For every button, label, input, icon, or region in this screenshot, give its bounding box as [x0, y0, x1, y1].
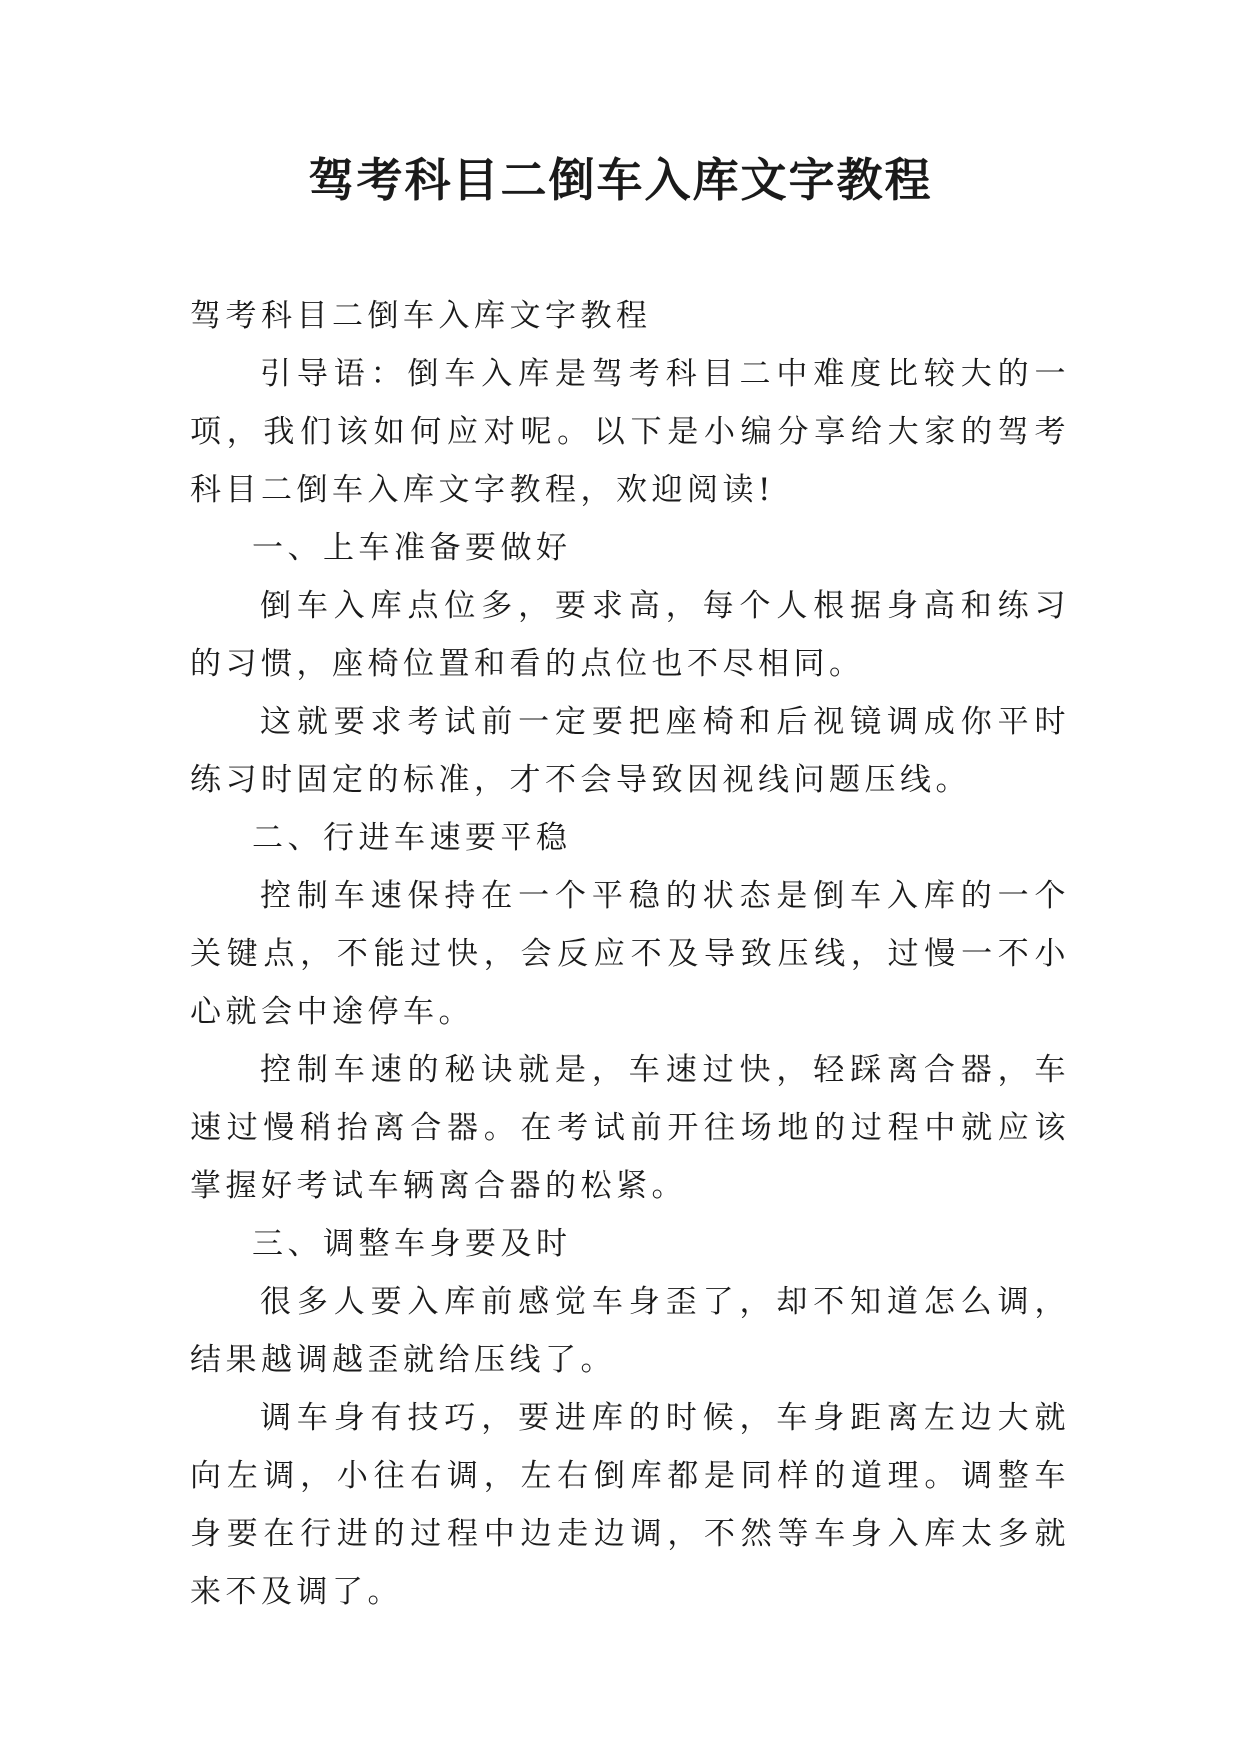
section-heading-2: 二、行进车速要平稳 [252, 820, 572, 856]
section-heading-1: 一、上车准备要做好 [252, 530, 572, 566]
document-body [190, 287, 1070, 1621]
intro-paragraph: 引导语：倒车入库是驾考科目二中难度比较大的一项，我们该如何应对呢。以下是小编分享给大家的驾考科目二倒车入库文字教程，欢迎阅读! [190, 356, 1070, 508]
section-heading-3: 三、调整车身要及时 [252, 1226, 572, 1262]
paragraph: 调车身有技巧，要进库的时候，车身距离左边大就向左调，小往右调，左右倒库都是同样的道理。调整车身要在行进的过程中边走边调，不然等车身入库太多就来不及调了。 [190, 1400, 1070, 1610]
paragraph: 倒车入库点位多，要求高，每个人根据身高和练习的习惯，座椅位置和看的点位也不尽相同。 [190, 588, 1070, 682]
paragraph: 控制车速保持在一个平稳的状态是倒车入库的一个关键点，不能过快，会反应不及导致压线，过慢一不小心就会中途停车。 [190, 878, 1070, 1030]
paragraph: 这就要求考试前一定要把座椅和后视镜调成你平时练习时固定的标准，才不会导致因视线问题压线。 [190, 704, 1070, 798]
paragraph: 控制车速的秘诀就是，车速过快，轻踩离合器，车速过慢稍抬离合器。在考试前开往场地的过程中就应该掌握好考试车辆离合器的松紧。 [190, 1052, 1070, 1204]
paragraph: 很多人要入库前感觉车身歪了，却不知道怎么调，结果越调越歪就给压线了。 [190, 1284, 1070, 1378]
body-heading: 驾考科目二倒车入库文字教程 [190, 298, 652, 334]
document-title: 驾考科目二倒车入库文字教程 [308, 153, 933, 207]
